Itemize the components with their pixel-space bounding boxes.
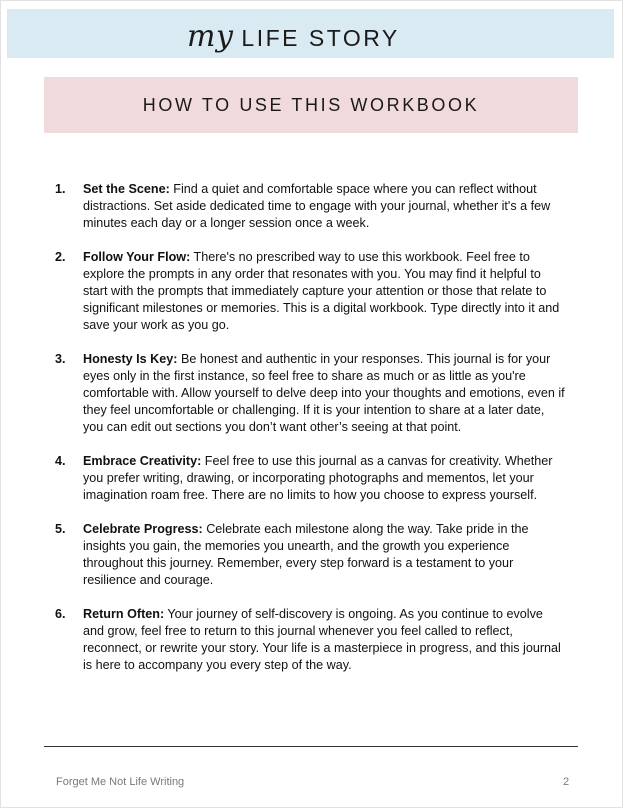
list-item [55, 351, 567, 436]
list-item-body [83, 606, 567, 674]
page-number: 2 [563, 776, 570, 788]
list-item-number: 6. [55, 607, 66, 621]
list-item-number: 3. [55, 352, 66, 366]
list-item-title: Celebrate Progress: [83, 522, 203, 536]
list-item-title: Set the Scene: [83, 182, 170, 196]
list-item-title: Honesty Is Key: [83, 352, 178, 366]
list-item-body [83, 181, 567, 232]
instructions-list [55, 181, 567, 691]
list-item-title: Embrace Creativity: [83, 454, 202, 468]
list-item-body [83, 249, 567, 334]
footer-brand-text: Forget Me Not Life Writing [56, 776, 185, 788]
list-item-number: 5. [55, 522, 66, 536]
list-item-text: Your journey of self-discovery is ongoing. As you continue to evolve and grow, feel free to return to this journal whenever you feel called to reflect, reconnect, or rewrite your story. Your life is a masterpiece in progress, and this journal is here to accompany you every step of the way. [83, 607, 561, 672]
list-item [55, 453, 567, 504]
list-item-text: There's no prescribed way to use this workbook. Feel free to explore the prompts in any order that resonates with you. You may find it helpful to start with the prompts that immediately capture your attention or those that relate to significant milestones or memories. This is a digital workbook. Type directly into it and save your work as you go. [83, 250, 560, 332]
footer-divider [44, 746, 578, 747]
list-item-body [83, 351, 567, 436]
list-item-text: Be honest and authentic in your responses. This journal is for your eyes only in the first instance, so feel free to share as much or as little as you're comfortable with. Allow yourself to delve deep into your thoughts and emotions, even if they feel uncomfortable or challenging. If it is your intention to share at a later date, you can edit out sections you don’t want other’s seeing at that point. [83, 352, 565, 434]
list-item [55, 606, 567, 674]
list-item-number: 2. [55, 250, 66, 264]
list-item-body [83, 453, 567, 504]
list-item-text: Find a quiet and comfortable space where you can reflect without distractions. Set aside dedicated time to engage with your journal, whether it's a few minutes each day or a longer session once a week. [83, 182, 551, 230]
list-item-title: Return Often: [83, 607, 165, 621]
brand-main-text: LIFE STORY [241, 25, 400, 51]
brand-script-text: my [187, 19, 234, 54]
list-item [55, 521, 567, 589]
list-item-number: 1. [55, 182, 66, 196]
list-item-body [83, 521, 567, 589]
list-item-text: Feel free to use this journal as a canvas for creativity. Whether you prefer writing, drawing, or incorporating photographs and mementos, let your imagination roam free. There are no limits to how you choose to express yourself. [83, 454, 553, 502]
list-item-title: Follow Your Flow: [83, 250, 191, 264]
list-item [55, 181, 567, 232]
list-item-number: 4. [55, 454, 66, 468]
list-item-text: Celebrate each milestone along the way. Take pride in the insights you gain, the memories you unearth, and the growth you experience throughout this journey. Remember, every step forward is a testament to your resilience and courage. [83, 522, 529, 587]
section-heading-banner [44, 77, 578, 133]
title-banner [7, 9, 614, 58]
list-item [55, 249, 567, 334]
page-title: HOW TO USE THIS WORKBOOK [142, 95, 480, 115]
brand-logo [187, 19, 400, 54]
